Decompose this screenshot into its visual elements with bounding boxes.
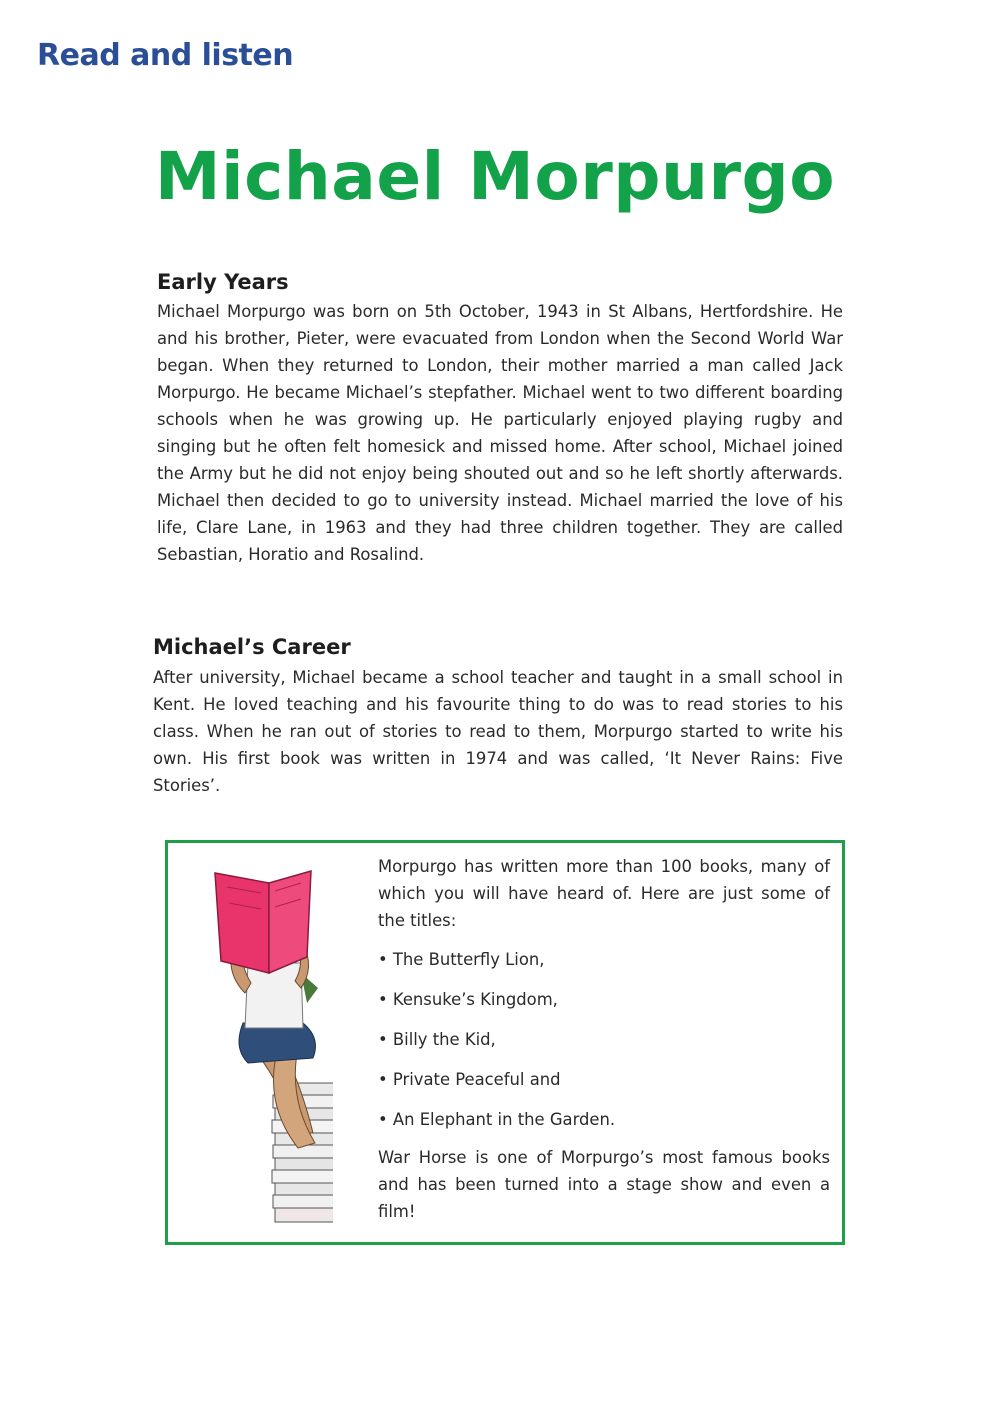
book-title-list [378,940,830,1140]
early-years-heading: Early Years [157,270,289,294]
books-outro: War Horse is one of Morpurgo’s most famous books and has been turned into a stage show and even a film! [378,1148,830,1221]
books-box [165,840,845,1245]
career-heading: Michael’s Career [153,635,351,659]
header-label: Read and listen [37,38,294,73]
books-box-text [378,853,830,1225]
list-item: • Kensuke’s Kingdom, [378,980,830,1020]
books-intro: Morpurgo has written more than 100 books, many of which you will have heard of. Here are just some of the titles: [378,857,830,930]
career-text: After university, Michael became a school teacher and taught in a small school in Kent. He loved teaching and his favourite thing to do was to read stories to his class. When he ran out of stories to read to them, Morpurgo started to write his own. His first book was written in 1974 and was called, ‘It Never Rains: Five Stories’. [153,668,843,795]
list-item: • An Elephant in the Garden. [378,1100,830,1140]
page-title: Michael Morpurgo [154,138,836,215]
list-item: • Billy the Kid, [378,1020,830,1060]
list-item: • Private Peaceful and [378,1060,830,1100]
early-years-text: Michael Morpurgo was born on 5th October, 1943 in St Albans, Hertfordshire. He and his brother, Pieter, were evacuated from London when the Second World War began. When they returned to London, their mother married a man called Jack Morpurgo. He became Michael’s stepfather. Michael went to two different boarding schools when he was growing up. He particularly enjoyed playing rugby and singing but he often felt homesick and missed home. After school, Michael joined the Army but he did not enjoy being shouted out and so he left shortly afterwards. Michael then decided to go to university instead. Michael married the love of his life, Clare Lane, in 1963 and they had three children together. They are called Sebastian, Horatio and Rosalind. [157,302,843,564]
list-item: • The Butterfly Lion, [378,940,830,980]
child-reading-on-book-stack-illustration [203,863,333,1228]
